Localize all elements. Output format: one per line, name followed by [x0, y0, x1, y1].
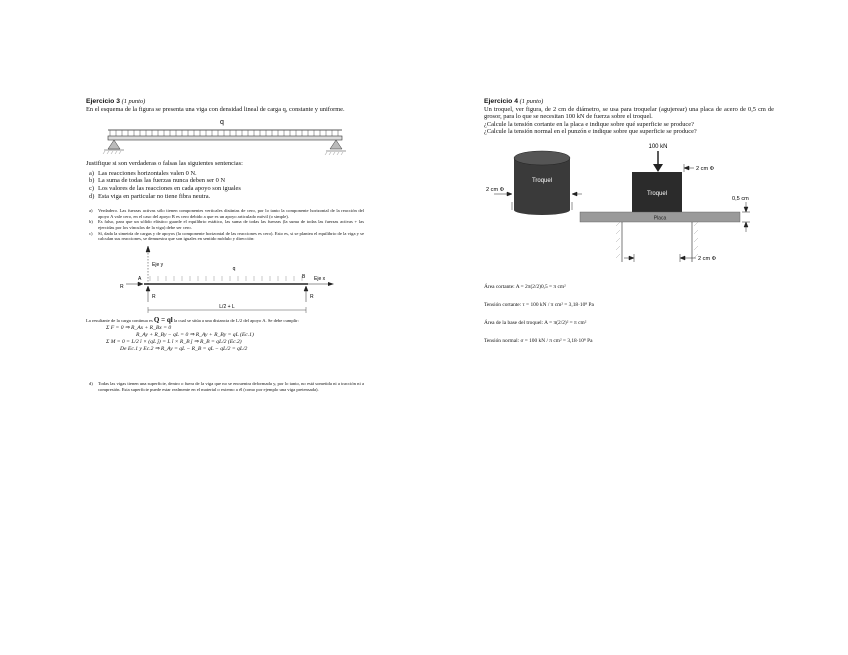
solution-item: a) Verdadero. Las fuerzas activas sólo tienen componentes verticales distintas de cero, por lo tanto la componente horizontal de la reacción del apoyo A vale cero, en el caso del apoyo B es cero debido a que es un apoyo articulado móvil (o simple). — [89, 208, 364, 219]
solution-item: d) Todas las vigas tienen una superficie, dentro o fuera de la viga que no se encuentra deformada y, por lo tanto, no está sometida ni a tracción ni a compresión. Esta superficie puede estar realmente en el material o externo a él (como por ejemplo una viga pretensada). — [89, 381, 364, 392]
point-a-label: A — [138, 275, 142, 282]
exercise-3-heading — [86, 98, 364, 106]
statement-list — [86, 170, 364, 200]
exercise-4-statement: Un troquel, ver figura, de 2 cm de diámetro, se usa para troquelar (agujerear) una placa de acero de 0,5 cm de grosor, para lo que se necesitan 100 kN de fuerza sobre el troquel. — [484, 105, 774, 121]
exercise-4-title: Ejercicio 4 — [484, 98, 519, 105]
equation-sum-forces-y: R_Ay + R_By − qL = 0 ⇒ R_Ay + R_By = qL (Ec.1) — [136, 332, 254, 339]
solution-item: b) Es falso, para que un sólido elástico guarde el equilibrio estático, las suma de todas las fuerzas (la suma de todas las fuerzas activas + las ejercidas por los vínculos de la viga) debe ser cero. — [89, 219, 364, 230]
free-body-diagram — [86, 244, 364, 318]
exercise-4 — [484, 98, 774, 350]
solution-list-d — [86, 381, 364, 392]
formula-shear-stress: Tensión cortante: τ = 100 kN / π cm² = 3,18·10⁸ Pa — [484, 301, 594, 308]
span-label: L/2 + L — [219, 303, 235, 310]
equation-combined: De Ec.1 y Ec.2 ⇒ R_Ay = qL − R_B = qL − qL/2 = qL/2 — [120, 346, 248, 353]
diameter-label-3: 2 cm Φ — [698, 255, 717, 262]
beam — [108, 136, 342, 140]
solution-item: c) Sí, dada la simetría de cargas y de apoyos (la componente horizontal de las reacciones es cero). Esto es, si se plantea el equilibrio de la viga y se calculan sus reacciones, se demuestra que son iguales en sentido módulo y dirección: — [89, 230, 364, 242]
support-b-icon — [325, 140, 346, 155]
exercise-3 — [86, 98, 364, 393]
statement-item: d) Esta viga en particular no tiene fibra neutra. — [89, 192, 211, 200]
distributed-load-arrows — [110, 130, 338, 136]
beam-load-figure — [86, 116, 364, 160]
thickness-label: 0,5 cm — [732, 195, 749, 202]
exercise-4-heading — [484, 98, 774, 106]
statement-item: b) La suma de todas las fuerzas nunca deben ser 0 N — [89, 177, 226, 185]
reaction-by-label: R — [310, 293, 314, 300]
axis-y-label: Eje y — [152, 261, 164, 268]
statement-item: a) Las reacciones horizontales valen 0 N. — [89, 169, 197, 177]
exercise-3-points: (1 punto) — [121, 98, 146, 105]
equation-sum-forces: Σ F = 0 ⇒ R_Ax + R_Bx = 0 — [106, 325, 172, 332]
load-label-q: q — [220, 119, 224, 127]
solution-list — [86, 208, 364, 242]
support-a-icon — [103, 140, 124, 154]
question-2: ¿Calcule la tensión normal en el punzón e indique sobre que superficie se produce? — [484, 128, 697, 136]
punch-figure — [484, 142, 774, 274]
exercise-3-title: Ejercicio 3 — [86, 98, 121, 105]
resultant-equation: Q = ql — [153, 315, 173, 324]
formula-base-area: Área de la base del troquel: A = π(2/2)² = π cm² — [484, 319, 587, 326]
exercise-3-statement: En el esquema de la figura se presenta una viga con densidad lineal de carga q, constante y uniforme. — [86, 105, 345, 113]
exercise-4-points: (1 punto) — [519, 98, 544, 105]
statement-item: c) Los valores de las reacciones en cada apoyo son iguales — [89, 184, 241, 192]
load-label-q-fbd: q — [232, 265, 236, 272]
troquel-label-1: Troquel — [531, 177, 553, 184]
troquel-label-2: Troquel — [646, 190, 668, 197]
diameter-label-1: 2 cm Φ — [486, 186, 505, 193]
equilibrium-equations — [106, 325, 364, 353]
reaction-ax-label: R — [120, 283, 124, 290]
resultant-text: La resultante de la carga continua es Q = ql la cual se sitúa a una distancia de L/2 del apoyo A. Se debe cumplir: — [86, 315, 299, 324]
placa-label: Placa — [653, 215, 667, 222]
reaction-ay-label: R — [152, 293, 156, 300]
formula-shear-area: Área cortante: A = 2π(2/2)0,5 = π cm² — [484, 283, 566, 290]
question-1: ¿Calcule la tensión cortante en la placa e indique sobre qué superficie se produce? — [484, 120, 694, 128]
axis-x-label: Eje x — [314, 275, 326, 282]
equation-sum-moments: Σ M = 0 = L/2 î × (qL ĵ) = L î × R_B ĵ ⇒ R_B = qL/2 (Ec.2) — [106, 339, 242, 346]
point-b-label: B — [302, 273, 306, 280]
formula-normal-stress: Tensión normal: σ = 100 kN / π cm² = 3,18·10⁸ Pa — [484, 337, 593, 344]
justify-instruction: Justifique si son verdaderas o falsas las siguientes sentencias: — [86, 160, 243, 168]
force-label: 100 kN — [648, 143, 668, 150]
diameter-label-2: 2 cm Φ — [696, 165, 715, 172]
formula-block — [484, 278, 774, 350]
